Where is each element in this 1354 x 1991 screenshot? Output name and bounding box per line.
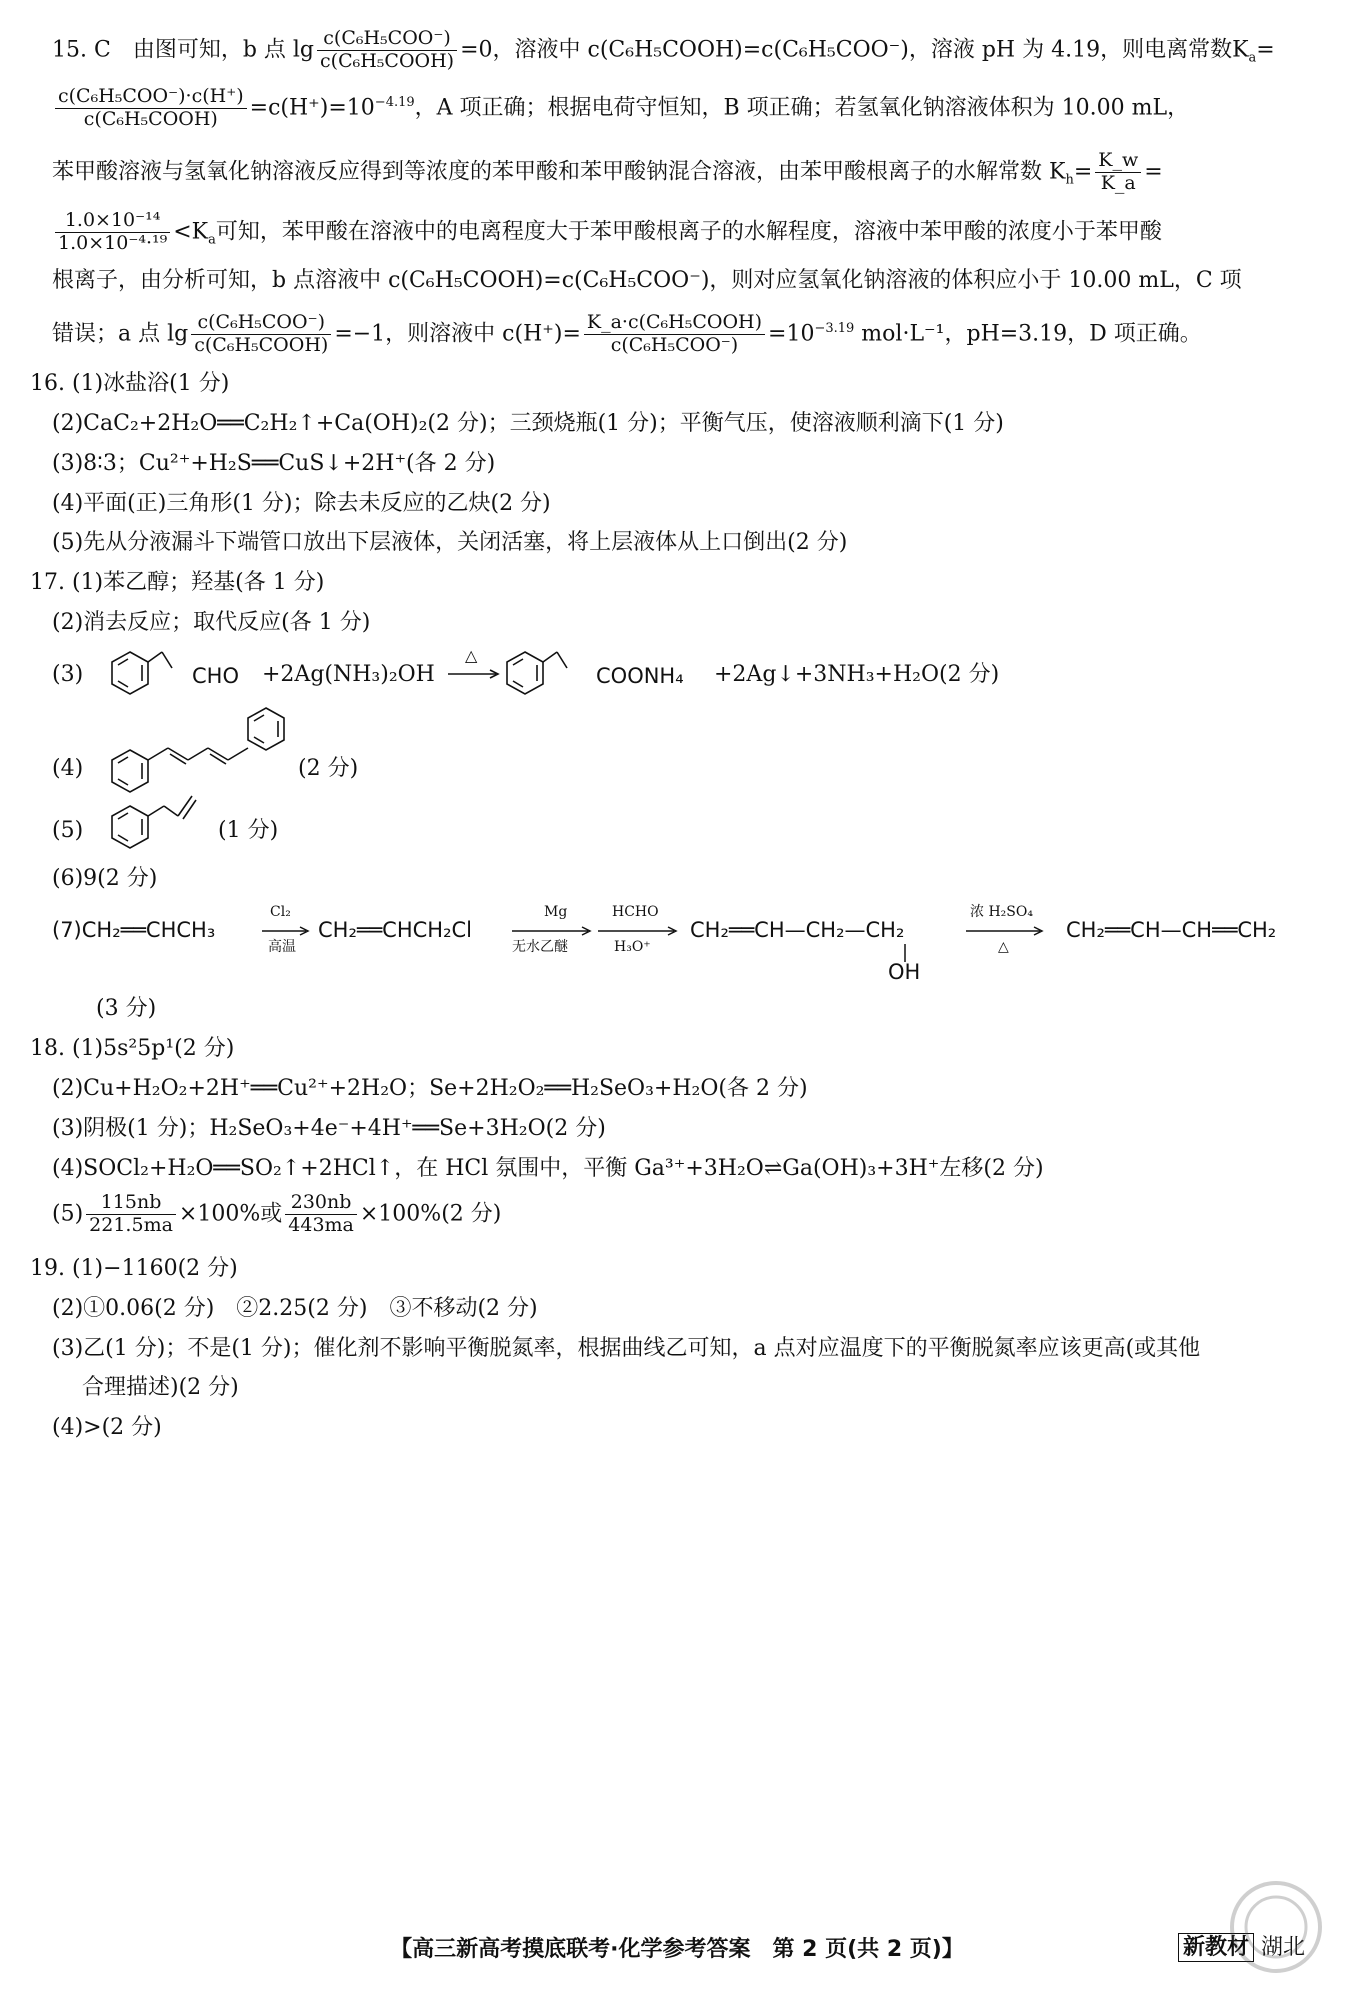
fraction-denominator: 443ma: [288, 1213, 354, 1236]
q18-line-5: [52, 1192, 501, 1237]
q17-line-6: (6)9(2 分): [52, 866, 158, 891]
q17-7-propene: (7)CH₂══CHCH₃: [52, 918, 216, 942]
q17-7-oh: OH: [888, 960, 921, 984]
q15-text: =c(H⁺)=10: [249, 95, 375, 121]
q15-text: 错误；a 点 lg: [52, 321, 189, 347]
q17-line-2: (2)消去反应；取代反应(各 1 分): [52, 610, 371, 635]
q15-line-4: [52, 210, 1162, 255]
fraction-denominator: c(C₆H₅COOH): [83, 107, 218, 130]
fraction-numerator: c(C₆H₅COO⁻)·c(H⁺): [55, 86, 247, 109]
fraction: [1095, 150, 1141, 195]
fraction-denominator: 1.0×10⁻⁴·¹⁹: [58, 231, 168, 254]
fraction-numerator: K_a·c(C₆H₅COOH): [584, 312, 765, 335]
q15-line-2: [52, 86, 1189, 131]
fraction: [191, 312, 331, 357]
benzene-ring-icon: [507, 652, 567, 694]
reaction-arrow-icon: [512, 926, 680, 936]
q17-4-score: (2 分): [298, 756, 359, 781]
q15-text: =: [1256, 37, 1275, 63]
fraction-numerator: K_w: [1095, 150, 1141, 173]
q19-line-5: (4)>(2 分): [52, 1415, 162, 1440]
q17-5-score: (1 分): [218, 818, 279, 843]
q17-7-cond2-bottom: 无水乙醚: [512, 939, 568, 955]
benzene-ring-icon: [112, 806, 148, 848]
region-name: 湖北: [1261, 1935, 1306, 1960]
fraction-denominator: c(C₆H₅COOH): [194, 333, 329, 356]
watermark-logo-icon: [1212, 1872, 1340, 1982]
q17-7-cond1-bottom: 高温: [268, 939, 296, 955]
fraction-denominator: 221.5ma: [89, 1213, 173, 1236]
q17-7-cond2-top: Mg: [544, 904, 568, 920]
q17-7-allyl-chloride: CH₂══CHCH₂Cl: [318, 918, 472, 942]
reaction-arrow-icon: [966, 926, 1046, 936]
q15-text: =: [1073, 159, 1093, 185]
q18-text: ×100%或: [178, 1201, 283, 1227]
q17-7-cond1-top: Cl₂: [270, 904, 291, 920]
fraction-numerator: c(C₆H₅COO⁻): [191, 312, 331, 335]
q15-text: =: [1144, 159, 1163, 185]
q15-text: ，A 项正确；根据电荷守恒知，B 项正确；若氢氧化钠溶液体积为 10.00 mL，: [414, 95, 1190, 121]
q15-line-5: 根离子，由分析可知，b 点溶液中 c(C₆H₅COOH)=c(C₆H₅COO⁻)，则对应氢氧化钠溶液的体积应小于 10.00 mL，C 项: [52, 268, 1242, 293]
butadiene-chain-icon: [148, 748, 248, 764]
superscript: −4.19: [374, 95, 415, 111]
q17-4-diphenylbutadiene: [108, 700, 298, 800]
q16-line-1: 16. (1)冰盐浴(1 分): [30, 371, 230, 396]
q16-line-2: (2)CaC₂+2H₂O══C₂H₂↑+Ca(OH)₂(2 分)；三颈烧瓶(1 分)；平衡气压，使溶液顺利滴下(1 分): [52, 411, 1004, 436]
benzene-ring-icon: [248, 708, 284, 750]
q17-3-condition: △: [465, 646, 478, 665]
fraction: [86, 1192, 176, 1237]
q15-line-3: [52, 150, 1163, 195]
q17-3-cho: CHO: [192, 664, 239, 688]
q17-5-number: (5): [52, 818, 84, 843]
fraction: [55, 86, 247, 131]
q17-7-cond3-bottom: H₃O⁺: [614, 939, 651, 955]
reaction-arrow-icon: [448, 670, 498, 678]
fraction-numerator: c(C₆H₅COO⁻): [317, 28, 457, 51]
q15-text: 15. C 由图可知，b 点 lg: [52, 37, 315, 63]
q17-3-coonh4: COONH₄: [596, 664, 684, 688]
q15-text: 苯甲酸溶液与氢氧化钠溶液反应得到等浓度的苯甲酸和苯甲酸钠混合溶液，由苯甲酸根离子的水解常数 K: [52, 159, 1066, 185]
q17-line-1: 17. (1)苯乙醇；羟基(各 1 分): [30, 570, 325, 595]
q17-line-8: (3 分): [96, 996, 157, 1021]
page-footer: 【高三新高考摸底联考·化学参考答案 第 2 页(共 2 页)】: [390, 1937, 964, 1962]
q17-7-cond3-top: HCHO: [612, 904, 659, 920]
q19-line-1: 19. (1)−1160(2 分): [30, 1256, 238, 1281]
fraction-numerator: 1.0×10⁻¹⁴: [55, 210, 170, 233]
fraction-numerator: 230nb: [285, 1192, 357, 1215]
allyl-chain-icon: [148, 796, 196, 819]
q19-line-2: (2)①0.06(2 分) ②2.25(2 分) ③不移动(2 分): [52, 1296, 538, 1321]
q17-3-reagent: +2Ag(NH₃)₂OH: [262, 662, 435, 687]
q15-text: <K: [173, 219, 209, 245]
q17-7-butenol: CH₂══CH—CH₂—CH₂: [690, 918, 905, 942]
fraction-denominator: K_a: [1100, 171, 1136, 194]
q17-7-cond4-bottom: △: [998, 939, 1009, 955]
q16-line-4: (4)平面(正)三角形(1 分)；除去未反应的乙炔(2 分): [52, 491, 551, 516]
q18-line-2: (2)Cu+H₂O₂+2H⁺══Cu²⁺+2H₂O；Se+2H₂O₂══H₂SeO₃+H₂O(各 2 分): [52, 1076, 808, 1101]
fraction-denominator: c(C₆H₅COO⁻): [610, 333, 739, 356]
q15-text: =−1，则溶液中 c(H⁺)=: [334, 321, 581, 347]
q17-5-allylbenzene: [108, 788, 218, 858]
q17-4-number: (4): [52, 756, 84, 781]
fraction: [285, 1192, 357, 1237]
q19-line-4: 合理描述)(2 分): [82, 1375, 239, 1400]
q15-text: 可知，苯甲酸在溶液中的电离程度大于苯甲酸根离子的水解程度，溶液中苯甲酸的浓度小于苯甲酸: [215, 219, 1162, 245]
q17-7-cond4-top: 浓 H₂SO₄: [970, 904, 1033, 920]
q15-line-1: [52, 28, 1275, 73]
q15-text: =10: [768, 321, 815, 347]
q17-7-butadiene: CH₂══CH—CH══CH₂: [1066, 918, 1277, 942]
q18-line-3: (3)阴极(1 分)；H₂SeO₃+4e⁻+4H⁺══Se+3H₂O(2 分): [52, 1116, 606, 1141]
q18-line-1: 18. (1)5s²5p¹(2 分): [30, 1036, 235, 1061]
q18-text: ×100%(2 分): [359, 1201, 502, 1227]
fraction: [55, 210, 170, 255]
q18-text: (5): [52, 1201, 84, 1227]
subscript: h: [1065, 172, 1074, 188]
fraction: [317, 28, 457, 73]
q16-line-5: (5)先从分液漏斗下端管口放出下层液体，关闭活塞，将上层液体从上口倒出(2 分): [52, 530, 848, 555]
superscript: −3.19: [814, 321, 855, 337]
q15-text: mol·L⁻¹，pH=3.19，D 项正确。: [854, 321, 1202, 347]
subscript: a: [208, 232, 216, 248]
q18-line-4: (4)SOCl₂+H₂O══SO₂↑+2HCl↑，在 HCl 氛围中，平衡 Ga³⁺+3H₂O⇌Ga(OH)₃+3H⁺左移(2 分): [52, 1156, 1044, 1181]
q15-text: =0，溶液中 c(C₆H₅COOH)=c(C₆H₅COO⁻)，溶液 pH 为 4.19，则电离常数K: [460, 37, 1249, 63]
q15-line-6: [52, 312, 1202, 357]
q16-line-3: (3)8∶3；Cu²⁺+H₂S══CuS↓+2H⁺(各 2 分): [52, 451, 496, 476]
q19-line-3: (3)乙(1 分)；不是(1 分)；催化剂不影响平衡脱氮率，根据曲线乙可知，a 点对应温度下的平衡脱氮率应该更高(或其他: [52, 1336, 1201, 1361]
q17-3-products: +2Ag↓+3NH₃+H₂O(2 分): [714, 662, 1000, 687]
subscript: a: [1248, 50, 1257, 66]
fraction-numerator: 115nb: [86, 1192, 176, 1215]
fraction-denominator: c(C₆H₅COOH): [320, 49, 455, 72]
q17-3-number: (3): [52, 662, 84, 687]
edition-badge: 新教材: [1178, 1933, 1254, 1962]
benzene-ring-icon: [112, 750, 148, 792]
benzene-ring-icon: [112, 652, 172, 694]
reaction-arrow-icon: [262, 926, 310, 936]
fraction: [584, 312, 765, 357]
